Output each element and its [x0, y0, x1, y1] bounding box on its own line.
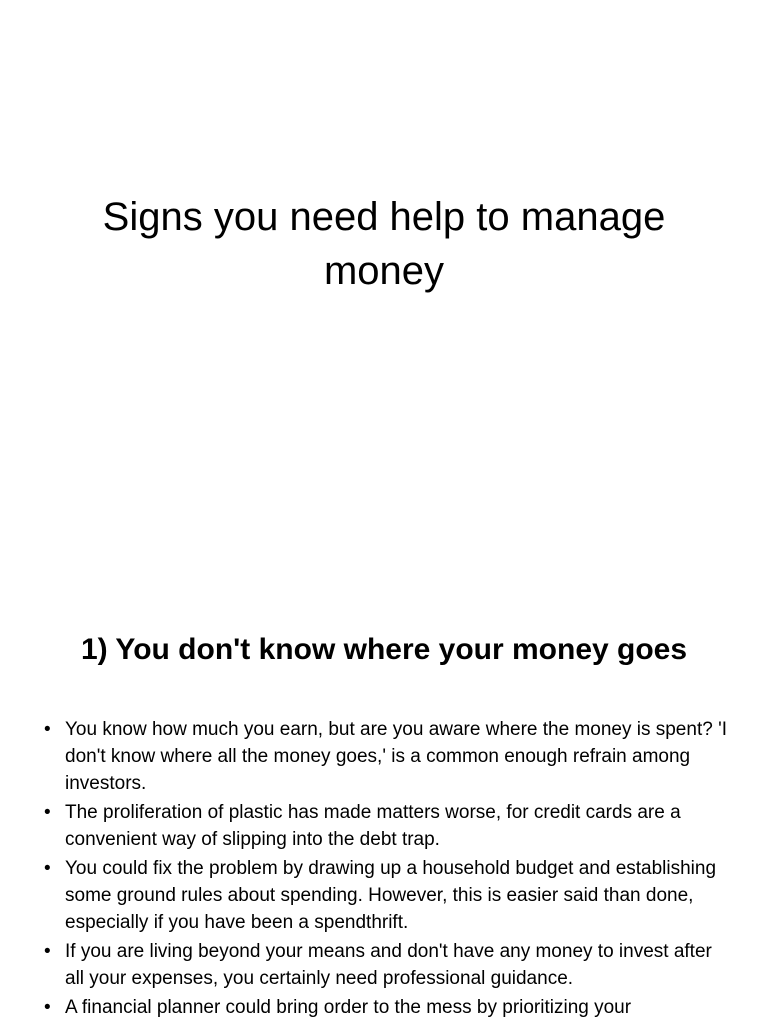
section-heading: 1) You don't know where your money goes — [80, 633, 688, 666]
bullet-icon: • — [44, 997, 51, 1018]
bullet-icon: • — [44, 802, 51, 823]
bullet-text: If you are living beyond your means and don't have any money to invest after all your expenses, you certainly need professional guidance. — [65, 941, 712, 989]
slide-title: Signs you need help to manage money — [102, 195, 666, 293]
bullet-icon: • — [44, 941, 51, 962]
bullet-text: You know how much you earn, but are you aware where the money is spent? 'I don't know where all the money goes,' is a common enough refrain among investors. — [65, 719, 727, 794]
bullet-item — [40, 938, 730, 992]
bullet-icon: • — [44, 858, 51, 879]
bullet-icon: • — [44, 719, 51, 740]
bullet-item — [40, 855, 730, 936]
bullet-list — [40, 716, 730, 1023]
bullet-text: A financial planner could bring order to the mess by prioritizing your — [65, 997, 632, 1018]
bullet-text: The proliferation of plastic has made matters worse, for credit cards are a convenient way of slipping into the debt trap. — [65, 802, 681, 850]
bullet-item — [40, 994, 730, 1021]
bullet-text: You could fix the problem by drawing up a household budget and establishing some ground rules about spending. However, this is easier said than done, especially if you have been a spendthrift. — [65, 858, 717, 933]
bullet-item — [40, 716, 730, 797]
bullet-item — [40, 799, 730, 853]
